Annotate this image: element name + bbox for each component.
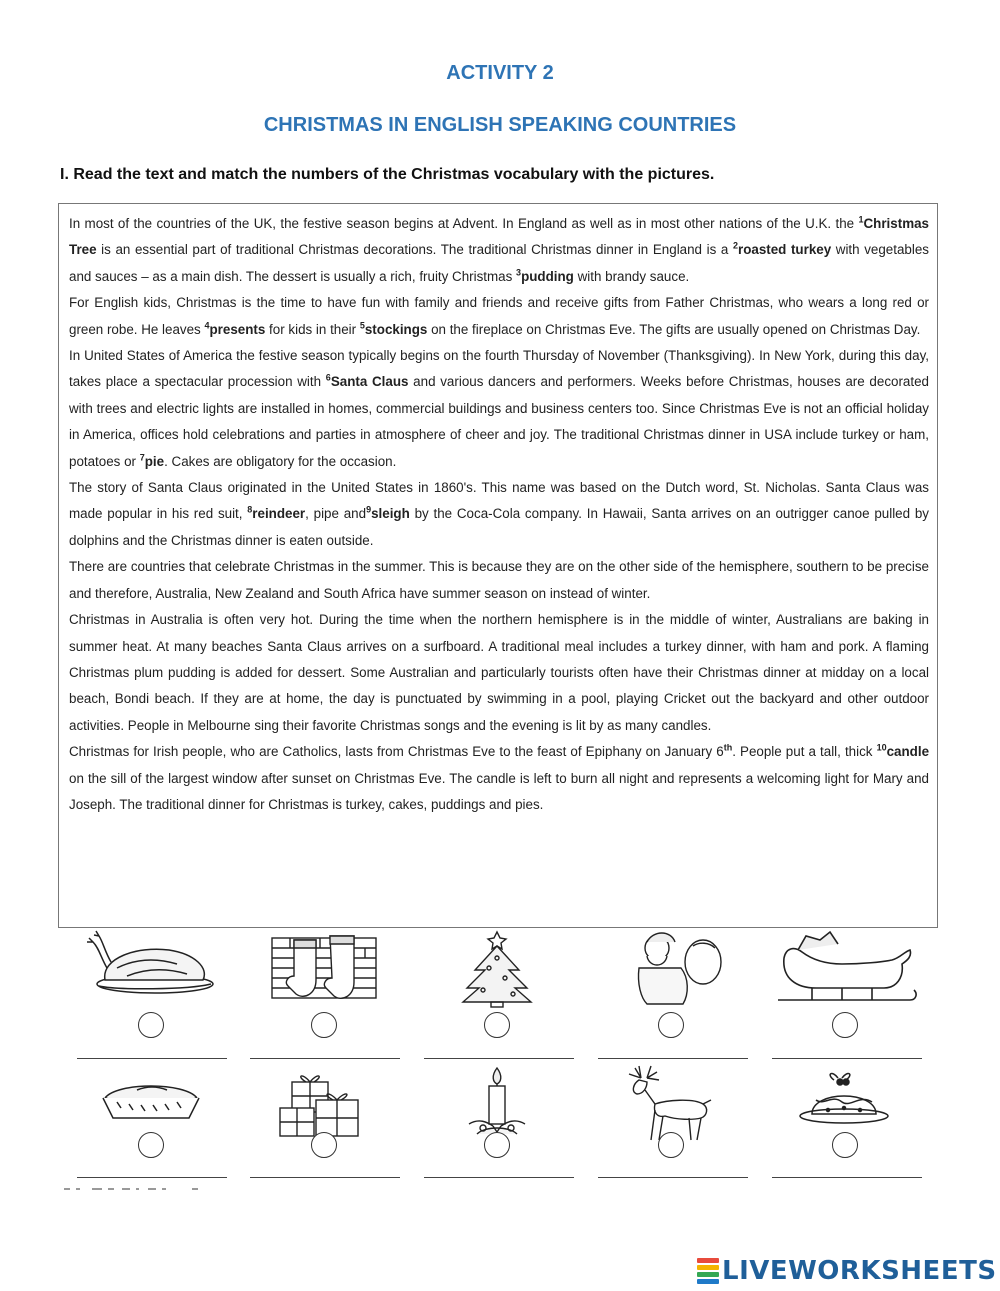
answer-circle-7[interactable] — [311, 1132, 337, 1158]
vocab-sleigh: sleigh — [371, 506, 410, 522]
vocab-candle: candle — [886, 744, 930, 760]
answer-line-6[interactable] — [77, 1177, 227, 1178]
paragraph-usa: In United States of America the festive season typically begins on the fourth Thursday of November (Thanksgiving). In New York, during this day, takes place a spectacular procession with $^6$Santa Claus and various dancers and performers. Weeks before Christmas, houses are decorated with trees and electric lights are installed in homes, commercial buildings and business centers too. Since Christmas Eve is not an official holiday in America, offices hold celebrations and parties in atmosphere of cheer and joy. The traditional Christmas dinner in USA include turkey or ham, potatoes or $^7$pie. Cakes are obligatory for the occasion. — [69, 348, 929, 469]
paragraph-summer: There are countries that celebrate Christmas in the summer. This is because they are on the other side of the hemisphere, southern to be precise and therefore, Australia, New Zealand and South Africa have summer season on instead of winter. — [69, 559, 929, 601]
instruction-text: I. Read the text and match the numbers of the Christmas vocabulary with the pictures. — [60, 166, 715, 183]
vocab-roasted-turkey: roasted turkey — [737, 242, 832, 258]
answer-line-5[interactable] — [772, 1058, 922, 1059]
answer-line-4[interactable] — [598, 1058, 748, 1059]
answer-circle-1[interactable] — [138, 1012, 164, 1038]
answer-line-10[interactable] — [772, 1177, 922, 1178]
reading-text-box — [58, 203, 938, 928]
vocab-presents: presents — [209, 321, 266, 337]
vocab-pudding: pudding — [521, 268, 574, 284]
answer-line-1[interactable] — [77, 1058, 227, 1059]
answer-line-3[interactable] — [424, 1058, 574, 1059]
cut-off-text-fragment — [62, 1186, 222, 1192]
logo-text: LIVEWORKSHEETS — [722, 1256, 997, 1286]
turkey-icon — [77, 928, 225, 1008]
paragraph-uk: In most of the countries of the UK, the festive season begins at Advent. In England as well as in most other nations of the U.K. the $^1$Christmas Tree is an essential part of traditional Christmas decorations. The traditional Christmas dinner in England is a $^2$roasted turkey with vegetables and sauces – as a main dish. The dessert is usually a rich, fruity Christmas $^3$pudding with brandy sauce. — [69, 214, 929, 284]
paragraph-ireland: Christmas for Irish people, who are Catholics, lasts from Christmas Eve to the feast of Epiphany on January 6th. People put a tall, thick $^{10}$candle on the sill of the largest window after sunset on Christmas Eve. The candle is left to burn all night and represents a welcoming light for Mary and Joseph. The traditional dinner for Christmas is turkey, cakes, puddings and pies. — [69, 742, 930, 812]
activity-title: ACTIVITY 2 — [446, 62, 554, 84]
answer-circle-2[interactable] — [311, 1012, 337, 1038]
answer-line-2[interactable] — [250, 1058, 400, 1059]
stockings-icon — [250, 928, 398, 1008]
vocab-reindeer: reindeer — [252, 506, 306, 522]
sleigh-icon — [772, 928, 920, 1008]
vocab-santa-claus: Santa Claus — [330, 374, 409, 390]
paragraph-english-kids: For English kids, Christmas is the time to have fun with family and friends and receive gifts from Father Christmas, who wears a long red or green robe. He leaves $^4$presents for kids in their $^5$stockings on the fireplace on Christmas Eve. The gifts are usually opened on Christmas Day. — [69, 295, 929, 337]
answer-circle-6[interactable] — [138, 1132, 164, 1158]
answer-circle-9[interactable] — [658, 1132, 684, 1158]
paragraph-santa-story: The story of Santa Claus originated in the United States in 1860's. This name was based on the Dutch word, St. Nicholas. Santa Claus was made popular in his red suit, $^8$reindeer, pipe and$^9$sleigh by the Coca-Cola company. In Hawaii, Santa arrives on an outrigger canoe pulled by dolphins and the Christmas dinner is eaten outside. — [69, 480, 929, 548]
page-title: CHRISTMAS IN ENGLISH SPEAKING COUNTRIES — [263, 114, 737, 136]
vocab-pie: pie — [144, 453, 165, 469]
santa-claus-icon — [597, 928, 745, 1008]
answer-circle-3[interactable] — [484, 1012, 510, 1038]
answer-line-8[interactable] — [424, 1177, 574, 1178]
christmas-tree-icon — [423, 928, 571, 1008]
answer-circle-4[interactable] — [658, 1012, 684, 1038]
liveworksheets-logo — [697, 1255, 997, 1287]
answer-circle-10[interactable] — [832, 1132, 858, 1158]
liveworksheets-logo-icon — [697, 1257, 719, 1285]
answer-circle-5[interactable] — [832, 1012, 858, 1038]
answer-circle-8[interactable] — [484, 1132, 510, 1158]
vocab-christmas-tree: Christmas Tree — [69, 216, 929, 258]
answer-line-9[interactable] — [598, 1177, 748, 1178]
vocab-stockings: stockings — [364, 321, 428, 337]
answer-line-7[interactable] — [250, 1177, 400, 1178]
paragraph-australia: Christmas in Australia is often very hot. During the time when the northern hemisphere is in the middle of winter, Australians are baking in summer heat. At many beaches Santa Claus arrives on a surfboard. A traditional meal includes a turkey dinner, with ham and pork. A flaming Christmas plum pudding is added for dessert. Some Australian and particularly tourists often have their Christmas dinner at midday on a local beach, Bondi beach. If they are at home, the day is punctuated by swimming in a pool, playing Cricket out the backyard and other outdoor activities. People in Melbourne sing their favorite Christmas songs and the evening is lit by as many candles. — [69, 612, 929, 733]
